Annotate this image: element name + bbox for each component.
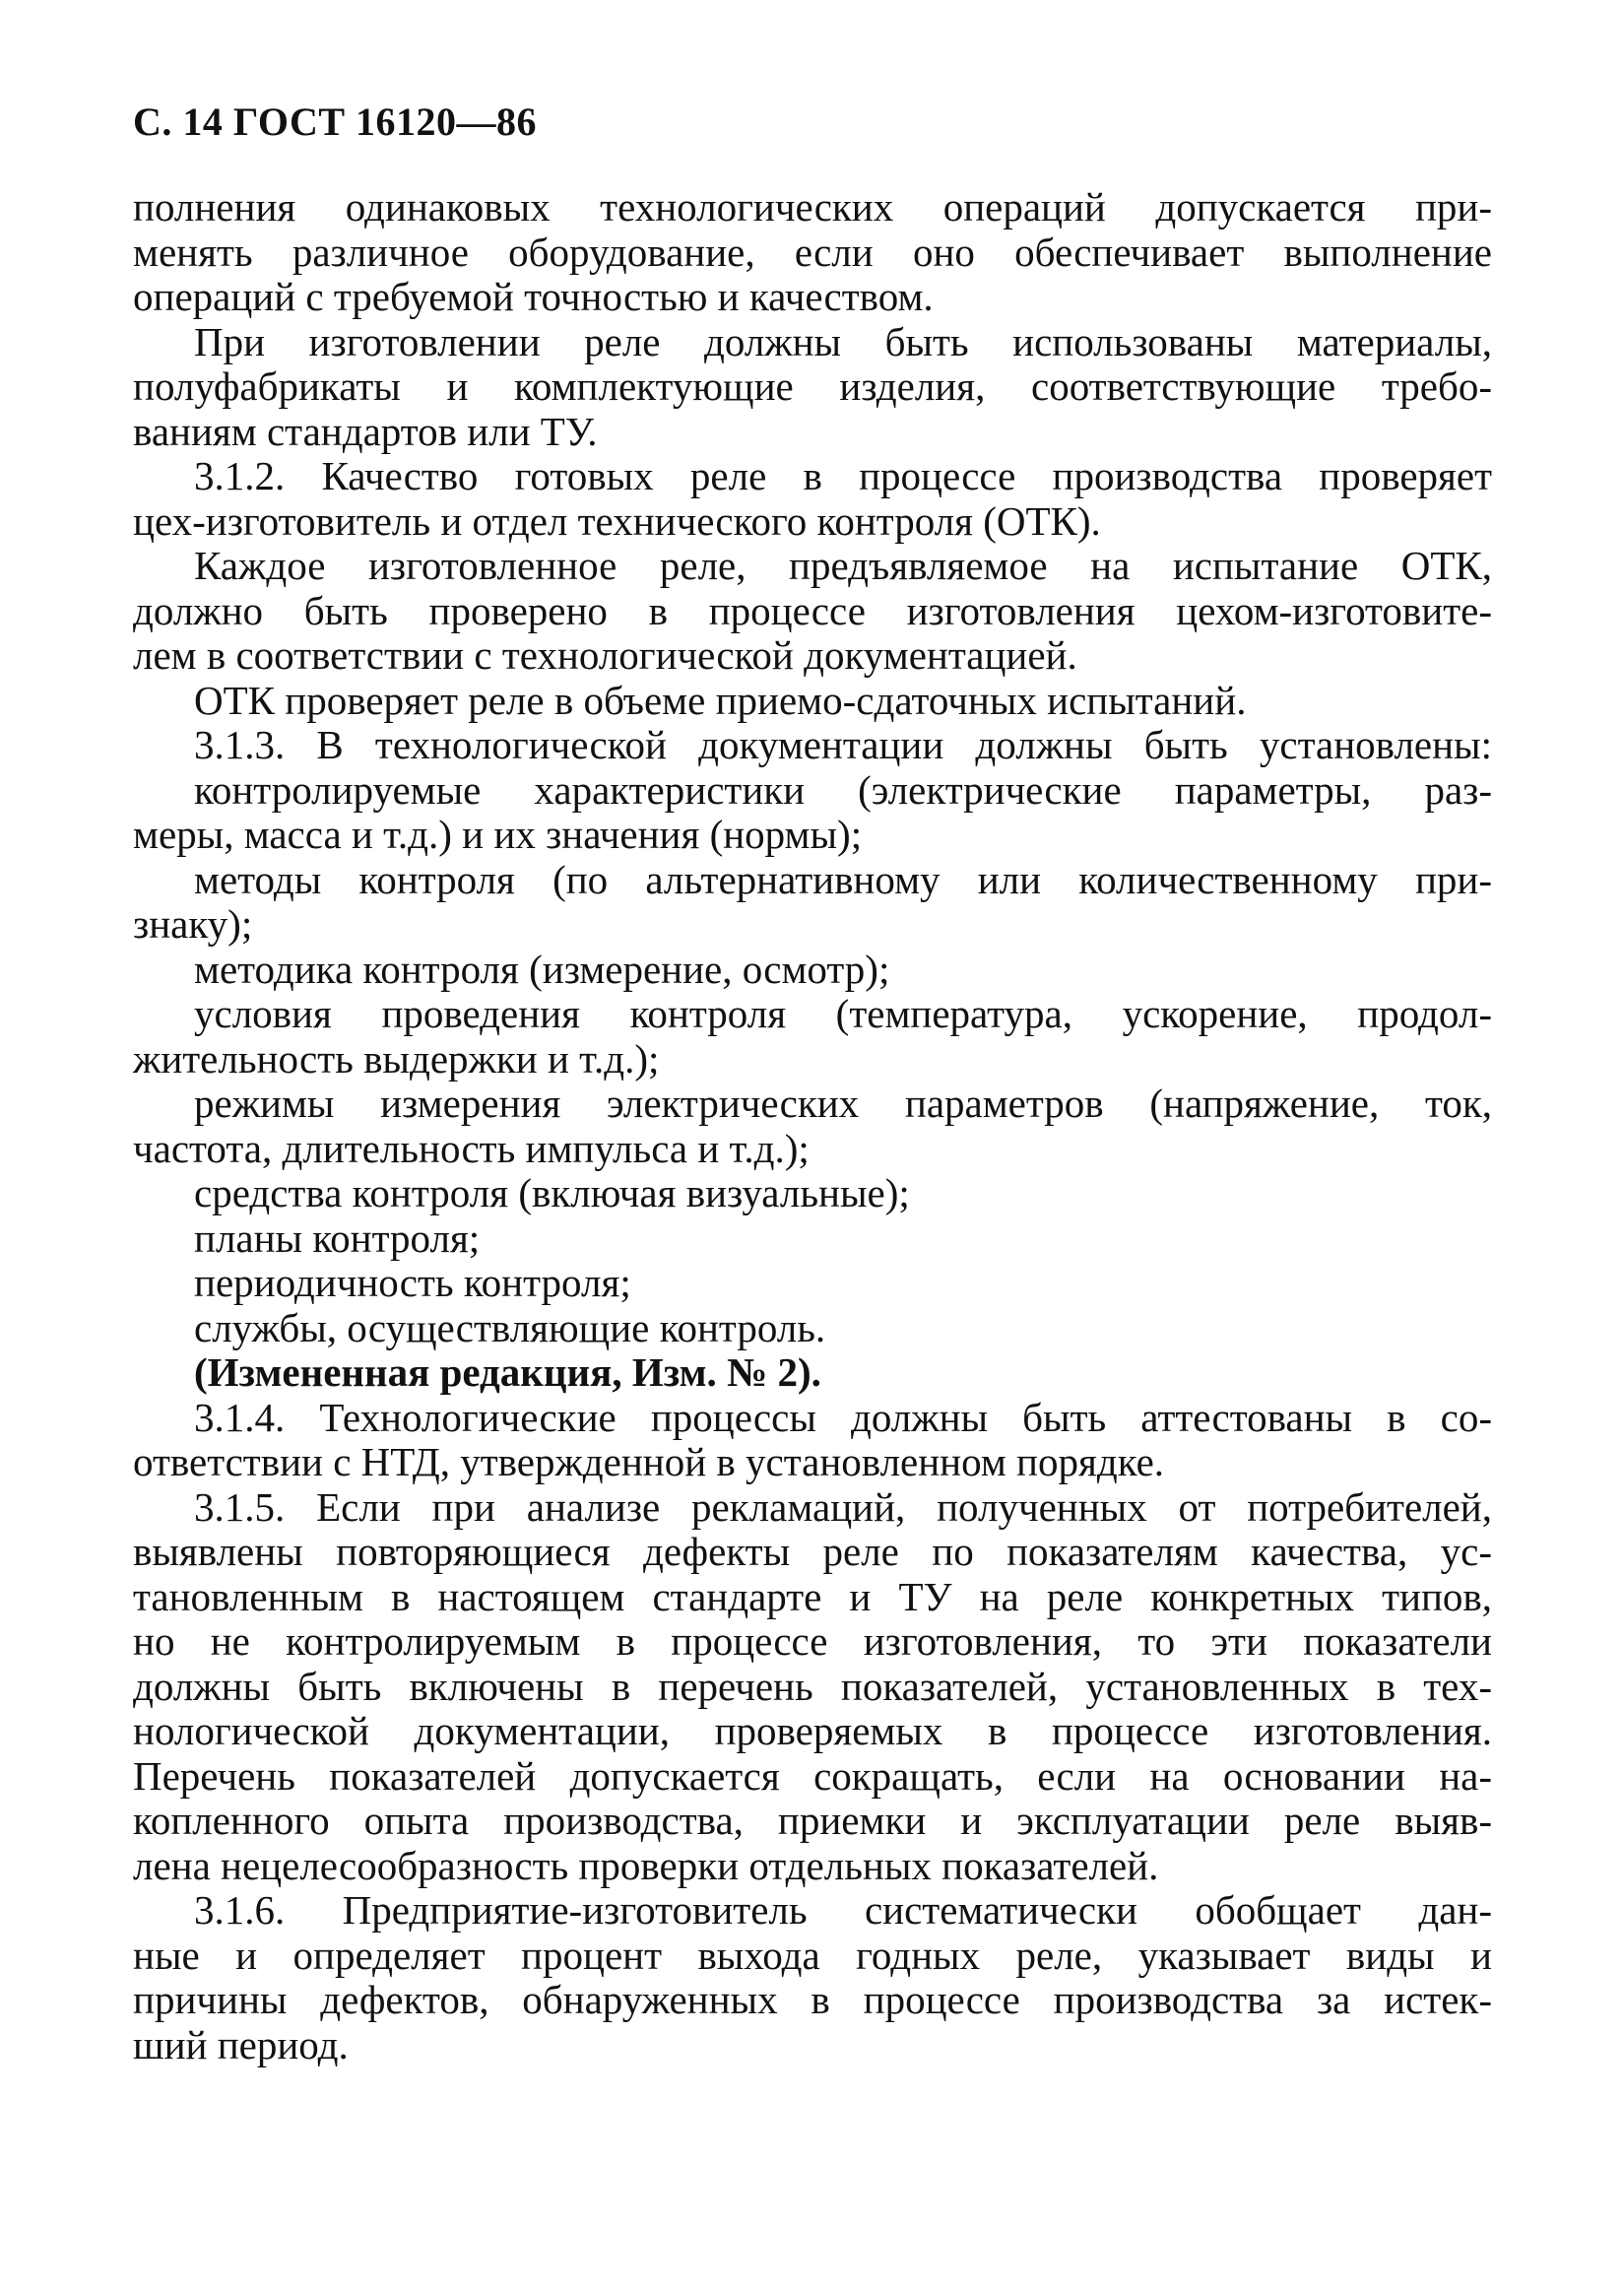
text-line: цех-изготовитель и отдел технического контроля (ОТК). xyxy=(133,497,1101,544)
text-line: При изготовлении реле должны быть использованы материалы, xyxy=(194,318,1492,364)
text-line: ные и определяет процент выхода годных реле, указывает виды и xyxy=(133,1932,1492,1978)
text-line: ваниям стандартов или ТУ. xyxy=(133,408,598,454)
text-line: службы, осуществляющие контроль. xyxy=(194,1304,826,1350)
text-line: условия проведения контроля (температура, ускорение, продол- xyxy=(194,991,1492,1036)
text-line: планы контроля; xyxy=(194,1214,481,1261)
text-line: 3.1.5. Если при анализе рекламаций, полученных от потребителей, xyxy=(194,1483,1492,1530)
text-line: должны быть включены в перечень показателей, установленных в тех- xyxy=(133,1663,1492,1709)
text-line: полуфабрикаты и комплектующие изделия, соответствующие требо- xyxy=(133,363,1492,409)
text-line: менять различное оборудование, если оно обеспечивает выполнение xyxy=(133,229,1492,275)
text-line: должно быть проверено в процессе изготовления цехом-изготовите- xyxy=(133,587,1492,633)
text-line: 3.1.4. Технологические процессы должны быть аттестованы в со- xyxy=(194,1394,1492,1440)
text-line: 3.1.3. В технологической документации должны быть установлены: xyxy=(194,722,1492,767)
text-line: нологической документации, проверяемых в процессе изготовления. xyxy=(133,1708,1492,1753)
text-line: 3.1.6. Предприятие-изготовитель систематически обобщает дан- xyxy=(194,1887,1492,1933)
text-line: операций с требуемой точностью и качеством. xyxy=(133,274,934,319)
text-line: частота, длительность импульса и т.д.); xyxy=(133,1125,810,1171)
page-header: С. 14 ГОСТ 16120—86 xyxy=(133,99,538,144)
text-line: методика контроля (измерение, осмотр); xyxy=(194,946,890,992)
text-line: контролируемые характеристики (электрические параметры, раз- xyxy=(194,766,1492,813)
text-line: ОТК проверяет реле в объеме приемо-сдаточных испытаний. xyxy=(194,677,1247,723)
text-line: лена нецелесообразность проверки отдельных показателей. xyxy=(133,1842,1159,1888)
text-line: (Измененная редакция, Изм. № 2). xyxy=(194,1349,821,1395)
text-line: периодичность контроля; xyxy=(194,1260,631,1305)
text-line: тановленным в настоящем стандарте и ТУ на реле конкретных типов, xyxy=(133,1573,1492,1619)
text-line: копленного опыта производства, приемки и эксплуатации реле выяв- xyxy=(133,1798,1492,1843)
text-line: Каждое изготовленное реле, предъявляемое на испытание ОТК, xyxy=(194,543,1492,588)
text-line: средства контроля (включая визуальные); xyxy=(194,1170,910,1215)
text-line: режимы измерения электрических параметров (напряжение, ток, xyxy=(194,1081,1492,1126)
text-line: 3.1.2. Качество готовых реле в процессе производства проверяет xyxy=(194,453,1492,498)
text-line: меры, масса и т.д.) и их значения (нормы); xyxy=(133,812,863,857)
text-line: ответствии с НТД, утвержденной в установленном порядке. xyxy=(133,1439,1165,1484)
body-text xyxy=(133,185,1492,2067)
text-line: жительность выдержки и т.д.); xyxy=(133,1035,660,1082)
text-line: причины дефектов, обнаруженных в процессе производства за истек- xyxy=(133,1977,1492,2022)
text-line: полнения одинаковых технологических операций допускается при- xyxy=(133,184,1492,230)
text-line: Перечень показателей допускается сокращать, если на основании на- xyxy=(133,1752,1492,1799)
text-line: выявлены повторяющиеся дефекты реле по показателям качества, ус- xyxy=(133,1529,1492,1574)
text-line: лем в соответствии с технологической документацией. xyxy=(133,632,1077,678)
text-line: методы контроля (по альтернативному или количественному при- xyxy=(194,856,1492,902)
text-line: но не контролируемым в процессе изготовления, то эти показатели xyxy=(133,1618,1492,1664)
text-line: ший период. xyxy=(133,2021,349,2067)
text-line: знаку); xyxy=(133,901,253,947)
